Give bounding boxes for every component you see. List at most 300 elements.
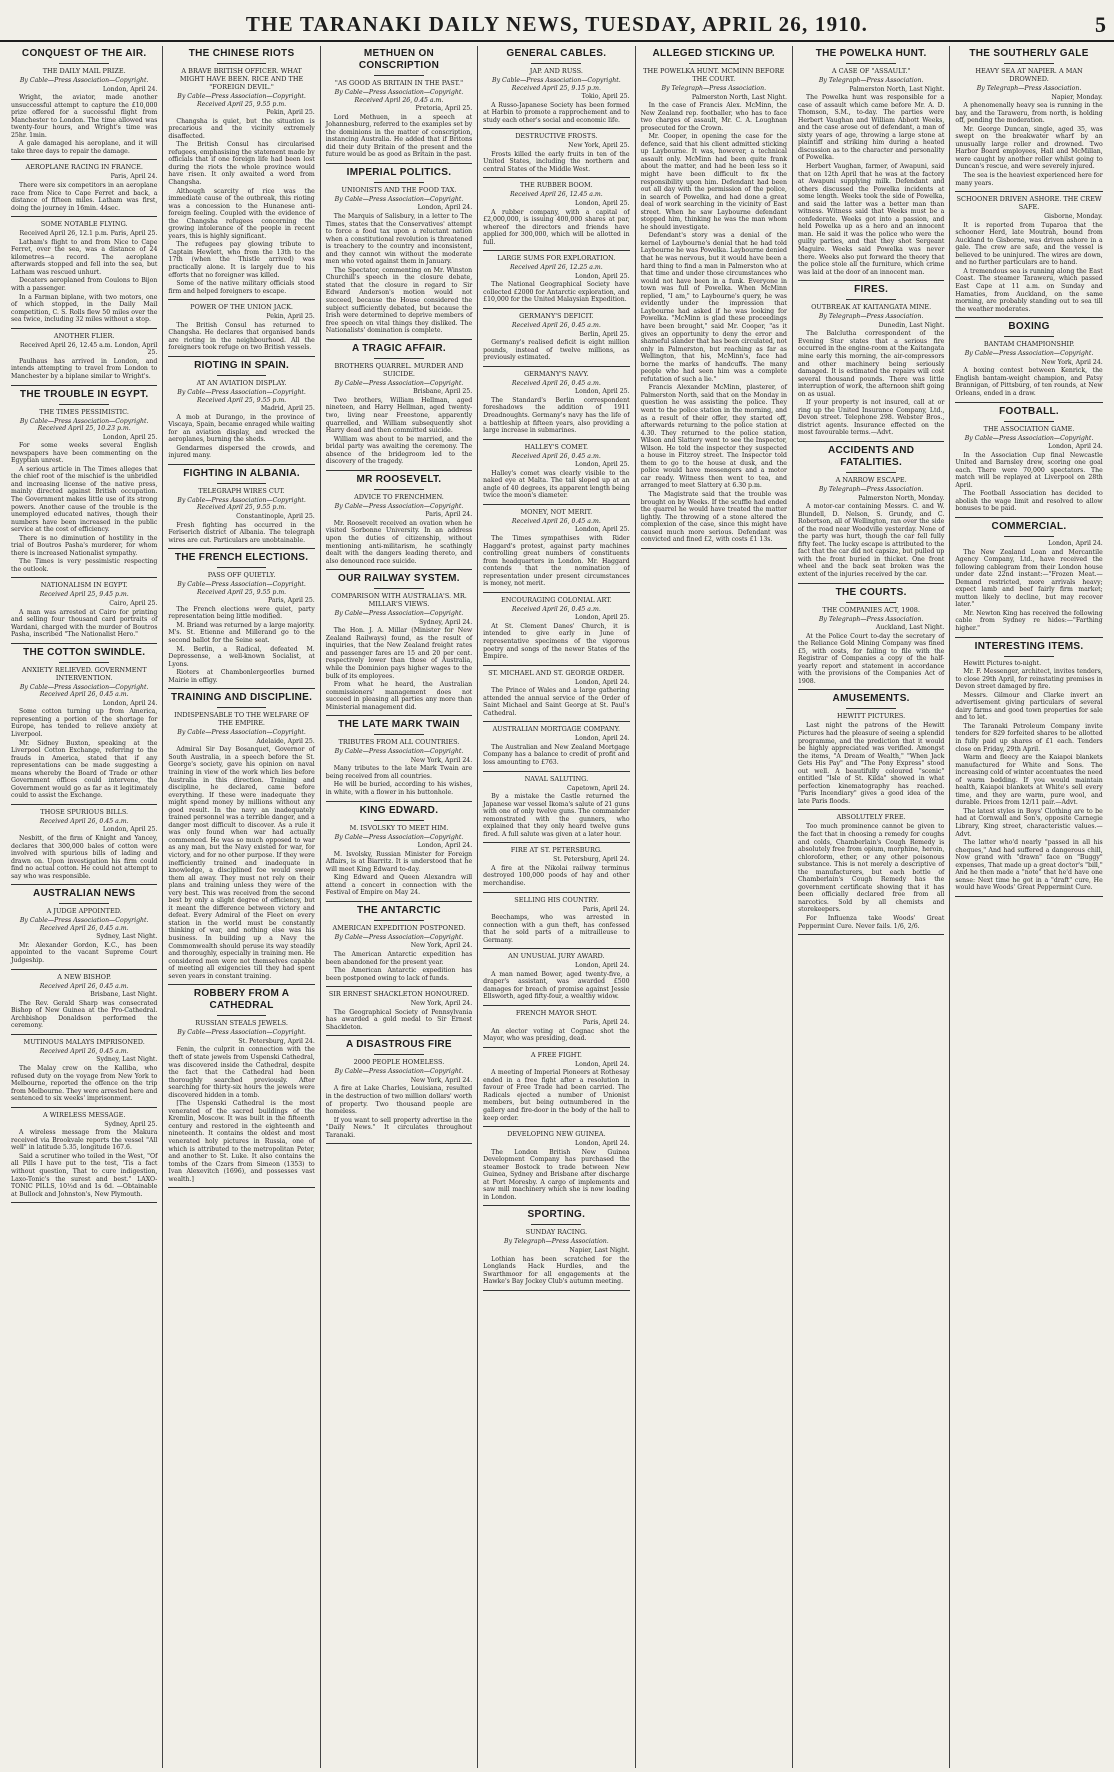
article-paragraph: A phenomenally heavy sea is running in the bay, and the Taraweru, from north, is holding off, pending the moderation. xyxy=(955,102,1103,125)
article xyxy=(483,181,629,251)
article-divider xyxy=(168,356,314,357)
article-paragraph: The Times sympathises with Rider Haggard's protest, against party machines controlling great numbers of constituents from headquarters in London. Mr. Haggard contends that the nomination of representation under present circumstances is money, not merit. xyxy=(483,534,630,588)
article-paragraph: A rubber company, with a capital of £2,000,000, is issuing 400,000 shares at par, whereof the directors and friends have applied for 300,000, which will be allotted in full. xyxy=(483,208,630,246)
article xyxy=(11,220,157,329)
column-1 xyxy=(6,46,163,1768)
article-dateline: Paris, April 25. xyxy=(268,597,315,605)
article xyxy=(483,443,629,505)
headline-rule xyxy=(374,358,424,359)
article-paragraph: The British Consul has returned to Changsha. He declares that organised bands are rioting in the neighbourhood. All the foreigners took refuge on two British vessels. xyxy=(168,321,315,352)
article-subheading: TELEGRAPH WIRES CUT. xyxy=(198,486,285,495)
article-subheading: AMERICAN EXPEDITION POSTPONED. xyxy=(332,923,466,932)
article-headline: RIOTING IN SPAIN. xyxy=(194,359,290,371)
article-paragraph: A fire at Lake Charles, Louisiana, resulted in the destruction of two million dollars' worth of property. Two thousand people are homeless. xyxy=(325,1085,473,1116)
article xyxy=(326,573,472,716)
article-subheading: DEVELOPING NEW GUINEA. xyxy=(507,1130,606,1139)
headline-rule xyxy=(846,708,896,709)
article-dateline: St. Petersburg, April 24. xyxy=(238,1037,315,1045)
article xyxy=(798,284,944,442)
article-headline: FIRES. xyxy=(854,284,889,296)
article-subheading: SCHOONER DRIVEN ASHORE. THE CREW SAFE. xyxy=(956,195,1102,212)
headline-rule xyxy=(374,820,424,821)
headline-rule xyxy=(374,182,424,183)
article-subheading: DESTRUCTIVE FROSTS. xyxy=(515,132,598,141)
article xyxy=(483,254,629,309)
article-subheading: RUSSIAN STEALS JEWELS. xyxy=(195,1019,288,1028)
article-dateline: Pretoria, April 25. xyxy=(415,105,473,113)
headline-rule xyxy=(217,483,267,484)
article-dateline: Received April 26, 12.1 p.m. Paris, April 25. xyxy=(19,230,158,238)
article-dateline: London, April 24. xyxy=(574,1140,630,1148)
column-5 xyxy=(636,46,793,1768)
article-divider xyxy=(483,1126,629,1127)
article-divider xyxy=(168,464,314,465)
article-paragraph: The Taranaki Petroleum Company invite tenders for 829 forfeited shares to be allotted in fully paid up shares of £1 each. Tenders close on Friday, 29th April. xyxy=(955,722,1103,753)
article-headline: SPORTING. xyxy=(527,1209,586,1221)
article-credit: Received April 26, 0.45 a.m. xyxy=(511,517,601,525)
article-dateline: Sydney, April 25. xyxy=(104,1120,158,1128)
article-dateline: Brisbane, Last Night. xyxy=(90,991,158,999)
article-paragraph: Mr. Sidney Buxton, speaking at the Liverpool Cotton Exchange, referring to the frauds in America, stated that if any representations can be made suggesting a means whereby the Board of Trade or other Government offices could intervene, the Government would go as far as it legitimately could to assist the Exchange. xyxy=(11,739,158,800)
article-dateline: Paris, April 24. xyxy=(425,511,473,519)
article-subheading: OUTBREAK AT KAITANGATA MINE. xyxy=(811,303,932,312)
article xyxy=(798,445,944,584)
article-dateline: Adelaide, April 25. xyxy=(256,737,315,745)
article-divider xyxy=(11,804,157,805)
article-dateline: London, April 24. xyxy=(574,735,630,743)
article xyxy=(326,474,472,570)
article xyxy=(483,1009,629,1048)
article-dateline: London, April 24. xyxy=(417,842,473,850)
article-divider xyxy=(168,299,314,300)
article xyxy=(483,775,629,844)
article-paragraph: At the Police Court to-day the secretary of the Reliance Gold Mining Company was fined £5, with costs, for failing to file with the Registrar of Companies a copy of the half-yearly report and statement in accordance with the provisions of the Companies Act of 1908. xyxy=(797,632,945,685)
article-credit: By Cable—Press Association—Copyright. Received April 25, 10.23 p.m. xyxy=(19,417,149,433)
article xyxy=(483,312,629,367)
article-credit: By Cable—Press Association—Copyright. xyxy=(334,379,464,387)
article-paragraph: Paulhaus has arrived in London, and intends attempting to travel from London to Manchester by a biplane similar to Wright's. xyxy=(11,357,158,380)
headline-rule xyxy=(59,662,109,663)
article-credit: By Cable—Press Association—Copyright. Received April 25, 9.15 p.m. xyxy=(492,77,621,92)
article-subheading: AT AN AVIATION DISPLAY. xyxy=(196,378,287,387)
article-credit: By Cable—Press Association—Copyright. xyxy=(177,1029,306,1037)
article-credit: Received April 26, 12.25 a.m. xyxy=(509,264,603,272)
article xyxy=(483,596,629,666)
article-paragraph: Gendarmes dispersed the crowds, and injured many. xyxy=(168,444,315,460)
column-2 xyxy=(163,46,320,1768)
article xyxy=(168,552,314,689)
article-headline: GENERAL CABLES. xyxy=(506,48,607,59)
article-divider xyxy=(483,892,629,893)
article xyxy=(483,132,629,178)
article-paragraph: Mr. Alexander Gordon, K.C., has been appointed to the vacant Supreme Court Judgeship. xyxy=(11,941,158,965)
article-headline: THE SOUTHERLY GALE xyxy=(969,48,1089,59)
article xyxy=(168,360,314,465)
newspaper-columns xyxy=(6,46,1108,1768)
article-dateline: London, April 24. xyxy=(102,699,158,707)
article-divider xyxy=(11,884,157,885)
column-7 xyxy=(950,46,1107,1768)
article-headline: INTERESTING ITEMS. xyxy=(974,640,1084,652)
article-credit: By Telegraph—Press Association. xyxy=(818,485,924,493)
article-paragraph: A Russo-Japanese Society has been formed at Harbin to promote a rapprochement and to study each other's social and economic life. xyxy=(483,101,630,124)
column-6 xyxy=(793,46,950,1768)
article-divider xyxy=(11,577,157,578)
headline-rule xyxy=(531,63,581,64)
article-dateline: London, April 25. xyxy=(574,388,630,396)
article-divider xyxy=(955,637,1102,638)
article-subheading: ENCOURAGING COLONIAL ART. xyxy=(501,595,612,604)
headline-rule xyxy=(217,375,267,376)
article-headline: A DISASTROUS FIRE xyxy=(346,1039,452,1051)
article-divider xyxy=(483,842,629,843)
article-credit: By Telegraph—Press Association. xyxy=(818,77,924,84)
article-subheading: THE COMPANIES ACT, 1908. xyxy=(822,605,920,614)
article xyxy=(483,1130,629,1206)
article-divider xyxy=(955,517,1102,518)
article-subheading: BROTHERS QUARREL. MURDER AND SUICIDE. xyxy=(334,361,464,378)
article-paragraph: Wright, the aviator, made another unsuccessful attempt to capture the £10,000 prize offered for a successful flight from Manchester to London. The time allowed was twenty-four hours, and Wright's time was 25hr. 1min. xyxy=(11,94,158,139)
article xyxy=(483,1051,629,1127)
headline-rule xyxy=(217,1015,267,1016)
headline-rule xyxy=(846,472,896,473)
article-divider xyxy=(483,250,629,251)
article-divider xyxy=(326,1035,472,1036)
article-subheading: COMPARISON WITH AUSTRALIA'S. MR. MILLAR'S VIEWS. xyxy=(331,592,467,609)
article xyxy=(483,896,629,950)
article-paragraph: A mob at Durango, in the province of Viscaya, Spain, became enraged while waiting for an aviation display, and wrecked the aeroplanes, burning the sheds. xyxy=(168,413,315,444)
article-subheading: THE ASSOCIATION GAME. xyxy=(983,424,1075,433)
article-paragraph: Latham's flight to and from Nice to Cape Ferret, over the sea, was a distance of 24 kilometres—a record. The aeroplane afterwards stopped and fell into the sea, but Latham was rescued unhurt. xyxy=(11,238,158,276)
article-dateline: Paris, April 24. xyxy=(582,905,630,913)
column-4 xyxy=(478,46,635,1768)
article-divider xyxy=(11,216,157,217)
article xyxy=(483,725,629,771)
article-dateline: Napier, Last Night. xyxy=(569,1246,630,1254)
article-divider xyxy=(483,177,629,178)
article xyxy=(11,389,157,579)
article xyxy=(11,973,157,1035)
article-divider xyxy=(955,402,1102,403)
article-dateline: Sydney, Last Night. xyxy=(96,933,158,941)
article-dateline: Palmerston North, Last Night. xyxy=(849,85,945,93)
article-paragraph: The Australian and New Zealand Mortgage Company has a balance to credit of profit and loss amounting to £763. xyxy=(483,743,630,766)
article-paragraph: Some cotton turning up from America, representing a portion of the shortage for Europe, has tended to relieve anxiety at Liverpool. xyxy=(11,708,158,738)
article-subheading: SELLING HIS COUNTRY. xyxy=(514,895,599,904)
article-dateline: Paris, April 24. xyxy=(110,173,158,181)
article-paragraph: A man was arrested at Cairo for printing and selling four thousand card portraits of Wardani, charged with the murder of Boutros Pasha, inscribed "The Nationalist Hero." xyxy=(11,608,158,639)
article-dateline: London, April 25. xyxy=(102,433,158,441)
article-paragraph: A tremendous sea is running along the East Coast. The steamer Taraweru, which passed East Cape at 11 a.m. on Sunday and Hamaties, from Auckland, on the same morning, are probably standing out to sea till the weather moderates. xyxy=(955,267,1103,313)
article-headline: THE ANTARCTIC xyxy=(357,904,441,916)
article xyxy=(11,808,157,885)
article-credit: By Cable—Press Association—Copyright. Received April 25, 9.55 p.m. xyxy=(177,388,306,404)
article xyxy=(483,48,629,129)
article-subheading: THE DAILY MAIL PRIZE. xyxy=(42,67,126,75)
article-headline: THE FRENCH ELECTIONS. xyxy=(174,552,309,564)
article-paragraph: An elector voting at Cognac shot the Mayor, who was presiding, dead. xyxy=(483,1027,630,1043)
article-paragraph: A gale damaged his aeroplane, and it will take three days to repair the damage. xyxy=(11,140,158,155)
headline-rule xyxy=(846,299,896,300)
article-paragraph: Lothian has been scratched for the Longlands Hack Hurdles, and the Swarthmoor for all engagements at the Hawke's Bay Jockey Club's autumn meeting. xyxy=(483,1255,630,1286)
article-credit: By Cable—Press Association—Copyright. xyxy=(177,729,306,737)
headline-rule xyxy=(374,588,424,589)
article-paragraph: The latter who'd nearly "passed in all his cheques," And had suffered a dangerous chill, Now grand with "drawn" face on "Buggy" expenses, That made up a great doctor's "bill," And he then made a "note" that he'd have one sense: Next time he got in a "draft" cure, He would have Woods' Great Peppermint Cure. xyxy=(955,839,1103,892)
article-dateline: London, April 24. xyxy=(574,678,630,686)
headline-rule xyxy=(374,489,424,490)
article-paragraph: Mr. Newton King has received the following cable from Sydney re hides:—"Farthing higher." xyxy=(955,609,1103,632)
article-dateline: Palmerston North, Last Night. xyxy=(691,93,787,101)
article-divider xyxy=(11,1107,157,1108)
article-dateline: London, April 25. xyxy=(574,461,630,469)
article-subheading: A WIRELESS MESSAGE. xyxy=(42,1110,126,1119)
article-paragraph: The Rev. Gerald Sharp was consecrated Bishop of New Guinea at the Pro-Cathedral. Archbishop Donaldson performed the ceremony. xyxy=(11,999,158,1030)
article-divider xyxy=(483,1290,629,1291)
article-dateline: London, April 24. xyxy=(102,85,158,93)
article-paragraph: The American Antarctic expedition has been postponed owing to lack of funds. xyxy=(325,967,473,982)
article-subheading: POWER OF THE UNION JACK. xyxy=(190,303,293,312)
article-credit: By Cable—Press Association—Copyright. Received April 26, 0.45 a.m. xyxy=(19,917,149,932)
headline-rule xyxy=(1004,656,1054,657)
article-credit: Received April 26, 0.45 a.m. xyxy=(511,379,601,387)
article-paragraph: Messrs. Gilmour and Clarke invert an advertisement giving particulars of several dairy farms and good town properties for sale and to let. xyxy=(955,691,1103,722)
article-credit: By Cable—Press Association—Copyright. xyxy=(334,748,464,756)
article-dateline: London, April 25. xyxy=(574,614,630,622)
article-paragraph: The New Zealand Loan and Mercantile Agency Company, Ltd., have received the following cablegram from their London house under date 22nd instant:—"Frozen Meat.—Demand restricted, more arrivals heavy; expect lamb and beef fairly firm market; mutton likely to decline, but may recover later." xyxy=(955,548,1103,609)
article xyxy=(11,163,157,217)
article-subheading: FRENCH MAYOR SHOT. xyxy=(515,1009,597,1018)
article-divider xyxy=(326,986,472,987)
article-paragraph: In the Association Cup final Newcastle United and Barnsley drew, scoring one goal each. There were 70,000 spectators. The match will be replayed at Liverpool on 28th April. xyxy=(955,451,1103,489)
article-divider xyxy=(326,901,472,902)
article xyxy=(798,48,944,281)
article-paragraph: The Hon. J. A. Millar (Minister for New Zealand Railways) found, as the result of inquiries, that the New Zealand freight rates and passenger fares are 15 and 20 per cent. respectively lower than those of Australia, while the Dominion pays higher wages to the bulk of its employees. xyxy=(325,627,473,680)
article-divider xyxy=(641,548,787,549)
article-dateline: Palmerston North, Monday. xyxy=(858,494,945,502)
article-credit: Received April 26, 0.45 a.m. xyxy=(511,452,601,460)
article-dateline: London, April 25. xyxy=(574,272,630,280)
article xyxy=(168,468,314,549)
article xyxy=(798,813,944,935)
article-subheading: ADVICE TO FRENCHMEN. xyxy=(354,492,444,501)
article-paragraph: The sea is the heaviest experienced here for many years. xyxy=(955,172,1103,187)
article-dateline: Dunedin, Last Night. xyxy=(878,321,945,329)
article-paragraph: Last night the patrons of the Hewitt Pictures had the pleasure of seeing a splendid programme, and the prediction that it would be highly appreciated was verified. Amongst the items, "A Dream of Wealth," "When Jack Gets His Pay" and "The Pony Express" stood out well. A beautifully coloured "scenic" entitled "Isle of St. Kilda" showed in what perfection kinematography has reached. "Paris Incendiary" gives a good idea of the late Paris floods. xyxy=(797,722,945,805)
article-subheading: AUSTRALIAN MORTGAGE COMPANY. xyxy=(492,725,621,734)
article-paragraph: Hewitt Pictures to-night. xyxy=(963,659,1042,667)
article-subheading: BANTAM CHAMPIONSHIP. xyxy=(983,340,1075,349)
article-subheading: LARGE SUMS FOR EXPLORATION. xyxy=(497,254,616,263)
article-divider xyxy=(483,128,629,129)
article-subheading: 2000 PEOPLE HOMELESS. xyxy=(353,1058,445,1067)
headline-rule xyxy=(1004,336,1054,337)
article-credit: Received April 26, 0.45 a.m. xyxy=(39,817,129,825)
article-paragraph: A fire at the Nikolai railway terminus destroyed 100,000 poods of hay and other merchandise. xyxy=(483,864,630,888)
article-paragraph: The French elections were quiet, party representation being little modified. xyxy=(168,605,315,621)
article-paragraph: If your property is not insured, call at or ring up the United Insurance Company, Ltd., Devon street. Telephone 298. Webster Bros., district agents. Insurance effected on the most favourable terms.—Advt. xyxy=(797,399,945,437)
article-paragraph: A serious article in The Times alleges that the chief root of the mischief is the unbridled and increasing license of the native press, mainly directed against British occupation. The Government makes little use of its strong powers. Another cause of the trouble is the unemployed educated natives, though their numbers have been increased in the public service at the cost of efficiency. xyxy=(11,465,158,534)
article xyxy=(168,48,314,300)
article-paragraph: The Geographical Society of Pennsylvania has awarded a gold medal to Sir Ernest Shackleton. xyxy=(325,1008,473,1031)
article-subheading: NAVAL SALUTING. xyxy=(524,774,589,783)
article-divider xyxy=(483,771,629,772)
article-paragraph: The Standard's Berlin correspondent foreshadows the addition of 1911 Dreadnoughts. Germany's navy has the life of a battleship at fifteen years, also providing a large increase in submarines. xyxy=(483,396,630,435)
article-subheading: ST. MICHAEL AND ST. GEORGE ORDER. xyxy=(488,668,625,677)
article-divider xyxy=(955,896,1102,897)
article-credit: By Cable—Press Association—Copyright. xyxy=(19,77,149,84)
article-subheading: ANOTHER FLIER. xyxy=(53,331,115,340)
article-divider xyxy=(168,984,314,985)
article-dateline: Pekin, April 25. xyxy=(266,109,315,117)
article xyxy=(326,1039,472,1144)
article-divider xyxy=(326,470,472,471)
article-paragraph: At St. Clement Danes' Church, it is intended to give early in June of representative specimens of the vigorous poetry and songs of the newer States of the Empire. xyxy=(483,622,630,661)
article-subheading: M. ISVOLSKY TO MEET HIM. xyxy=(349,823,449,832)
article-dateline: St. Petersburg, April 24. xyxy=(553,856,630,864)
article-credit: By Telegraph—Press Association. xyxy=(504,1238,609,1246)
article-credit: By Cable—Press Association—Copyright. xyxy=(334,933,464,941)
article-headline: THE LATE MARK TWAIN xyxy=(338,719,460,731)
article-paragraph: Fresh fighting has occurred in the Feriserich district of Albania. The telegraph wires are cut. Particulars are unobtainable. xyxy=(168,521,315,544)
article-dateline: London, April 25. xyxy=(102,826,158,834)
article-credit: By Cable—Press Association—Copyright. xyxy=(964,434,1094,442)
article-divider xyxy=(11,643,157,644)
article-divider xyxy=(326,801,472,802)
article-paragraph: Germany's realised deficit is eight million pounds, instead of twelve millions, as previously estimated. xyxy=(483,339,630,362)
article-paragraph: Two brothers, William Hellman, aged nineteen, and Harry Hellman, aged twenty-two, living near Freestone, apparently quarrelled, and William subsequently shot Harry dead and then committed suicide. xyxy=(325,396,473,435)
article-paragraph: There were six competitors in an aeroplane race from Nice to Cape Ferret and back, a distance of fifteen miles. Latham was first, doing the journey in 16min. 44sec. xyxy=(11,182,158,212)
masthead xyxy=(0,0,1114,42)
article-paragraph: Mr. F. Messenger, architect, invites tenders, to close 29th April, for reinstating premises in Devon street damaged by fire. xyxy=(955,668,1103,691)
article-dateline: Sydney, April 24. xyxy=(419,618,473,626)
article-credit: Received April 26, 0.45 a.m. xyxy=(511,322,601,330)
article-divider xyxy=(11,1202,157,1203)
article xyxy=(11,1038,157,1108)
article-paragraph: The London British New Guinea Development Company has purchased the steamer Bostock to trade between New Guinea, Sydney and Brisbane after discharge at Port Moresby. A cargo of implements and saw mill machinery which she is now loading in London. xyxy=(483,1148,630,1201)
article-paragraph: The refugees pay glowing tribute to Captain Hewlett, who from the 13th to the 17th (when the Thistle arrived) was practically alone. It is largely due to his efforts that no foreigner was killed. xyxy=(168,241,315,279)
headline-rule xyxy=(1004,536,1054,537)
article-subheading: SOME NOTABLE FLYING. xyxy=(40,220,128,229)
article-subheading: A JUDGE APPOINTED. xyxy=(46,907,122,916)
article-subheading: MONEY, NOT MERIT. xyxy=(520,507,593,516)
article-credit: By Cable—Press Association—Copyright. Received April 26, 0.45 a.m. xyxy=(334,89,464,104)
article-paragraph: Mr. George Duncan, single, aged 35, was swept on the breakwater wharf by an unusually large roller and drowned. Two Harbor Board employees, Hall and McMillan, were caught by another roller whilst going to Duncan's rescue, and were severely injured. xyxy=(955,125,1103,171)
article-paragraph: Rioters at Chambonlergeorlles burned Mairie in effigy. xyxy=(168,669,315,684)
article-divider xyxy=(11,159,157,160)
article-dateline: Capetown, April 24. xyxy=(566,784,630,792)
article xyxy=(483,846,629,892)
article-dateline: London, April 24. xyxy=(574,962,630,970)
article-subheading: SUNDAY RACING. xyxy=(525,1228,588,1237)
article-dateline: London, April 24. xyxy=(574,1060,630,1068)
article-headline: ALLEGED STICKING UP. xyxy=(652,48,775,59)
article-dateline: New York, April 24. xyxy=(1041,358,1103,366)
article xyxy=(168,692,314,985)
article-divider xyxy=(798,280,944,281)
article-divider xyxy=(483,721,629,722)
article-paragraph: He will be buried, according to his wishes, in white, with a flower in his buttonhole. xyxy=(325,781,473,796)
article-divider xyxy=(326,715,472,716)
article-paragraph: The Marquis of Salisbury, in a letter to The Times, states that the Conservatives' attempt to force a food tax upon a reluctant nation when a constitutional revolution is threatened is treachery to the country and inconsistent, and they cannot win without the moderate men who voted against them in January. xyxy=(325,213,473,266)
article-paragraph: Mr. Cooper, in opening the case for the defence, said that his client admitted sticking up Laybourne. It was, however, a technical assault only. McMinn had been quite frank about the matter, and had he been less so it might have been difficult to fix the responsibility upon him. Defendant had been out all day with the permission of the police, in search of Powelka, and had done a great deal of work searching in the vicinity of East street. When he saw Laybourne defendant stopped him, thinking he was the man whom he should investigate. xyxy=(640,133,787,231)
article-divider xyxy=(483,504,629,505)
article-divider xyxy=(11,385,157,386)
article-divider xyxy=(483,366,629,367)
article xyxy=(641,48,787,549)
article-paragraph: The Prince of Wales and a large gathering attended the annual service of the Order of Saint Michael and Saint George at St. Paul's Cathedral. xyxy=(483,687,630,717)
article-headline: THE COTTON SWINDLE. xyxy=(23,646,146,658)
article-paragraph: Although scarcity of rice was the immediate cause of the outbreak, this rioting was a concession to the Hunanese anti-foreign feeling. Coupled with the evidence of the Changsha refugees concerning the growing intolerance of the people in recent years, this is highly significant. xyxy=(168,187,315,240)
article-dateline: London, April 25. xyxy=(574,200,630,208)
article xyxy=(955,406,1102,518)
article-dateline: Tokio, April 25. xyxy=(581,93,630,101)
article-dateline: New York, April 24. xyxy=(410,1000,473,1008)
article-paragraph: M. Briand was returned by a large majority. M's. St. Etienne and Millerand go to the second ballot for the Seine seat. xyxy=(168,621,315,644)
headline-rule xyxy=(217,567,267,568)
article-credit: By Cable—Press Association—Copyright. Received April 25, 9.55 p.m. xyxy=(177,93,306,108)
article xyxy=(168,303,314,357)
article-paragraph: By a mistake the Castle returned the Japanese war vessel Ikoma's salute of 21 guns with one of only twelve guns. The commander remonstrated with the gunners, who explained that they only heard twelve guns fired. A full salute was given at a later hour. xyxy=(483,793,630,838)
newspaper-title: THE TARANAKI DAILY NEWS, TUESDAY, APRIL 26, 1910. xyxy=(245,12,869,36)
article-headline: MR ROOSEVELT. xyxy=(356,473,442,485)
article-credit: By Telegraph—Press Association. xyxy=(661,85,767,92)
article-paragraph: If you want to sell property advertise in the "Daily News." It circulates throughout Taranaki. xyxy=(325,1116,473,1139)
article-divider xyxy=(168,1187,314,1188)
article-subheading: AEROPLANE RACING IN FRANCE. xyxy=(25,163,143,172)
article-subheading: A BRAVE BRITISH OFFICER. WHAT MIGHT HAVE BEEN. RICE AND THE "FOREIGN DEVIL." xyxy=(179,67,304,91)
article-paragraph: Lord Methuen, in a speech at Johannesburg, referred to the examples set by the dominions in the matter of conscription, instancing Australia. He added that if Britons did their duty Britain of the present and the future would be as good as Britain in the past. xyxy=(325,113,473,159)
article-subheading: THE RUBBER BOOM. xyxy=(520,181,593,190)
article-divider xyxy=(483,1047,629,1048)
article-divider xyxy=(11,328,157,329)
article-credit: By Telegraph—Press Association. xyxy=(818,313,924,321)
article-paragraph: Herbert Vaughan, farmer, of Awapuni, said that on 12th April that he was at the factory at Awapuni supplying milk. Defendant and others discussed the Powelka incidents at some length. Weeks took the side of Powelka, and said the latter was a better man than witness. Witness said that Weeks must be a confederate. Weeks got into a passion, and held Powelka up as a hero and an innocent man. He said it was the police who were the guilty parties, and that they shot Sergeant Maguire. Weeks said Powelka was never there. Weeks also put forward the theory that the police stole all the furniture, which crime was laid at the door of an innocent man. xyxy=(797,163,945,276)
article-subheading: UNIONISTS AND THE FOOD TAX. xyxy=(341,185,457,194)
headline-rule xyxy=(531,1224,581,1225)
article-divider xyxy=(326,1143,472,1144)
article-subheading: MUTINOUS MALAYS IMPRISONED. xyxy=(23,1037,145,1046)
article-paragraph: A meeting of Imperial Pioneers at Rothesay ended in a free fight after a resolution in favour of Free Trade had been carried. The Radicals ejected a number of Unionist members, but being outnumbered in the gallery and fire-door in the body of the hall to keep order. xyxy=(483,1069,630,1122)
article-subheading: THOSE SPURIOUS BILLS. xyxy=(40,807,129,816)
article-credit: By Cable—Press Association—Copyright. xyxy=(334,833,464,841)
article-divider xyxy=(798,809,944,810)
article-paragraph: From what he heard, the Australian commissioners' management does not succeed in pleasing all parties any more than Ministerial management did. xyxy=(325,681,473,711)
article-dateline: Napier, Monday. xyxy=(1051,93,1103,101)
article-headline: COMMERCIAL. xyxy=(991,520,1067,532)
article-dateline: New York, April 25. xyxy=(568,142,630,150)
article-credit: By Cable—Press Association—Copyright. xyxy=(334,502,464,510)
article-subheading: ABSOLUTELY FREE. xyxy=(836,813,906,822)
article-subheading: NATIONALISM IN EGYPT. xyxy=(40,581,128,590)
article xyxy=(955,521,1102,638)
article-paragraph: M. Berlin, a Radical, defeated M. Depressense, a well-known Socialist, at Lyons. xyxy=(168,645,315,668)
article xyxy=(326,905,472,987)
article-headline: ACCIDENTS AND FATALITIES. xyxy=(827,444,915,468)
article-subheading: SIR ERNEST SHACKLETON HONOURED. xyxy=(328,990,470,999)
article-credit: By Cable—Press Association—Copyright. xyxy=(334,1068,464,1076)
article-divider xyxy=(798,689,944,690)
article-subheading: GERMANY'S DEFICIT. xyxy=(519,312,594,321)
article-paragraph: The Times is very pessimistic respecting the outlook. xyxy=(11,558,158,573)
article-paragraph: King Edward and Queen Alexandra will attend a concert in connection with the Festival of Empire on May 24. xyxy=(325,874,473,897)
article-credit: Received April 26, 0.45 a.m. xyxy=(511,605,601,613)
article-paragraph: The British Consul has circularised refugees, emphasising the statement made by officials that if one foreign life had been lost during the riots the whole province would have risen. It only awaited a word from Changsha. xyxy=(168,141,315,187)
article-headline: AUSTRALIAN NEWS xyxy=(33,888,136,900)
article xyxy=(483,669,629,723)
article-headline: METHUEN ON CONSCRIPTION xyxy=(358,48,440,71)
article-credit: By Cable—Press Association—Copyright. Received April 26, 0.45 a.m. xyxy=(19,683,149,699)
article-divider xyxy=(483,665,629,666)
